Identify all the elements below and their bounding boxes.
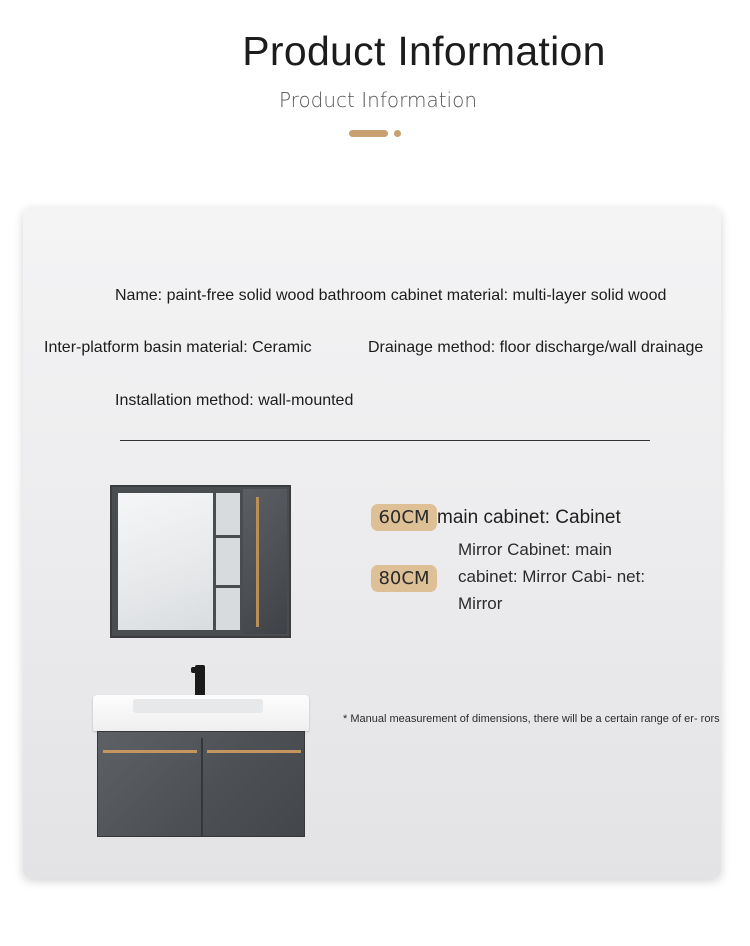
mirror-cabinet-description: Mirror Cabinet: main cabinet: Mirror Cabi- net: Mirror [458,540,646,613]
ceramic-basin-image [93,695,309,731]
mirror-cabinet-image [110,485,291,638]
decoration-bar [349,130,388,137]
shelf [216,585,240,588]
size-60-description: main cabinet: Cabinet [437,507,621,528]
decoration-dot [394,130,401,137]
spec-basin-material: Inter-platform basin material: Ceramic [44,339,312,356]
page-subtitle: Product Information [278,88,478,112]
basin-bowl [133,699,263,713]
spec-name: Name: paint-free solid wood bathroom cabinet material: multi-layer solid wood [115,287,667,304]
main-cabinet-image [97,731,305,837]
cabinet-handle [103,750,197,753]
spec-drainage-method: Drainage method: floor discharge/wall drainage [368,339,704,356]
faucet-spout [191,667,205,673]
spec-installation-method: Installation method: wall-mounted [115,392,354,409]
cabinet-handle [207,750,301,753]
measurement-note: * Manual measurement of dimensions, there will be a certain range of er- rors [343,713,720,725]
shelf [216,535,240,538]
mirror-handle [256,497,259,627]
size-tag-80cm: 80CM [371,565,437,592]
mirror-glass [118,493,213,630]
size-tag-60cm: 60CM [371,504,437,531]
mirror-cabinet-door [243,489,287,634]
section-divider [120,440,650,441]
mirror-shelves [216,493,240,630]
cabinet-door-split [201,738,203,836]
page-title: Product Information [242,28,606,74]
